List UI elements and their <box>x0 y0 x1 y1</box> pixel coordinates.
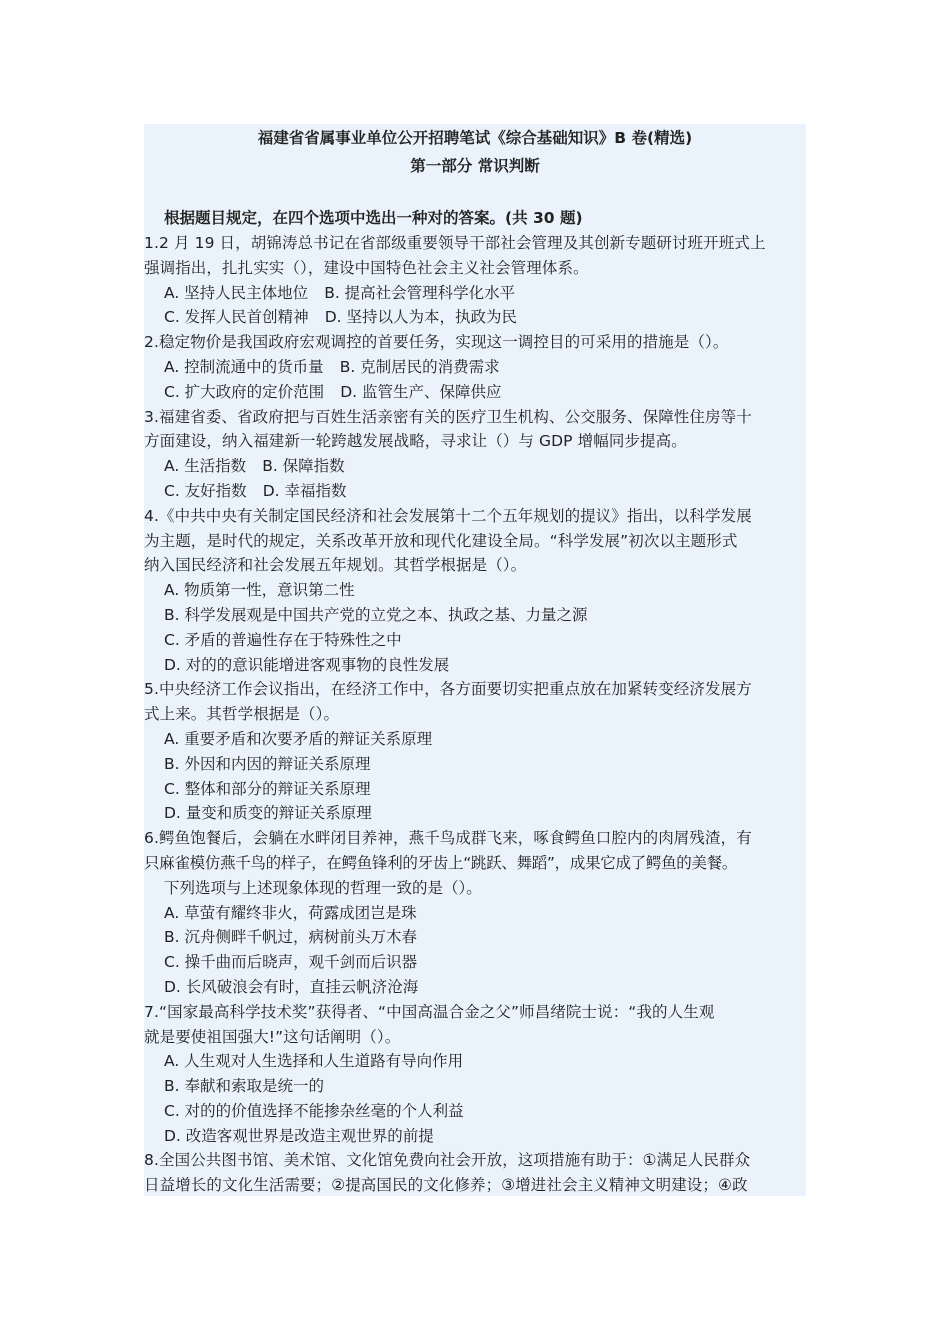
option-b: B. 沉舟侧畔千帆过，病树前头万木春 <box>164 928 417 947</box>
option-a: A. 坚持人民主体地位 <box>164 283 309 302</box>
question-5 <box>144 677 806 826</box>
option-d: D. 监管生产、保障供应 <box>340 382 502 401</box>
option-d: D. 长风破浪会有时，直挂云帆济沧海 <box>164 977 419 996</box>
option-b: B. 克制居民的消费需求 <box>339 357 500 376</box>
question-stem-line: 方面建设，纳入福建新一轮跨越发展战略，寻求让（）与 GDP 增幅同步提高。 <box>144 432 687 451</box>
option-a: A. 物质第一性，意识第二性 <box>164 581 355 600</box>
question-3 <box>144 405 806 504</box>
option-c: C. 对的的价值选择不能掺杂丝毫的个人利益 <box>164 1101 464 1120</box>
question-6 <box>144 826 806 1000</box>
question-stem-line: 1.2 月 19 日，胡锦涛总书记在省部级重要领导干部社会管理及其创新专题研讨班开班式上 <box>144 234 766 252</box>
question-stem-line: 下列选项与上述现象体现的哲理一致的是（）。 <box>164 878 482 897</box>
document-page <box>144 124 806 1196</box>
option-a: A. 草萤有耀终非火，荷露成团岂是珠 <box>164 903 417 922</box>
option-c: C. 友好指数 <box>164 481 247 500</box>
option-d: D. 量变和质变的辩证关系原理 <box>164 804 372 823</box>
question-8 <box>144 1148 806 1196</box>
question-stem-line: 为主题，是时代的规定，关系改革开放和现代化建设全局。“科学发展”初次以主题形式 <box>144 531 738 550</box>
option-d: D. 幸福指数 <box>262 481 347 500</box>
option-row <box>144 355 806 380</box>
option-row <box>144 454 806 479</box>
question-stem-line: 5.中央经济工作会议指出，在经济工作中，各方面要切实把重点放在加紧转变经济发展方 <box>144 680 752 699</box>
question-stem-line: 3.福建省委、省政府把与百姓生活亲密有关的医疗卫生机构、公交服务、保障性住房等十 <box>144 407 752 426</box>
option-c: C. 整体和部分的辩证关系原理 <box>164 779 371 798</box>
option-b: B. 保障指数 <box>262 457 345 476</box>
question-stem-line: 4.《中共中央有关制定国民经济和社会发展第十二个五年规划的提议》指出，以科学发展 <box>144 506 752 525</box>
document-title: 福建省省属事业单位公开招聘笔试《综合基础知识》B 卷(精选) <box>257 129 693 147</box>
option-a: A. 控制流通中的货币量 <box>164 357 324 376</box>
question-stem-line: 式上来。其哲学根据是（）。 <box>144 705 340 724</box>
question-7 <box>144 1000 806 1149</box>
question-stem-line: 6.鳄鱼饱餐后，会躺在水畔闭目养神，燕千鸟成群飞来，啄食鳄鱼口腔内的肉屑残渣，有 <box>144 829 752 848</box>
option-row <box>144 479 806 504</box>
option-b: B. 奉献和索取是统一的 <box>164 1077 324 1096</box>
document-content <box>144 125 806 1196</box>
option-c: C. 发挥人民首创精神 <box>164 308 309 327</box>
question-stem-line: 日益增长的文化生活需要；②提高国民的文化修养；③增进社会主义精神文明建设；④政 <box>144 1176 748 1195</box>
option-row <box>144 380 806 405</box>
option-row <box>144 305 806 330</box>
question-stem-line: 强调指出，扎扎实实（），建设中国特色社会主义社会管理体系。 <box>144 258 589 277</box>
option-row <box>144 281 806 306</box>
option-a: A. 人生观对人生选择和人生道路有导向作用 <box>164 1052 464 1071</box>
question-stem-line: 2.稳定物价是我国政府宏观调控的首要任务，实现这一调控目的可采用的措施是（）。 <box>144 333 729 352</box>
question-stem-line: 纳入国民经济和社会发展五年规划。其哲学根据是（）。 <box>144 556 527 575</box>
option-b: B. 科学发展观是中国共产党的立党之本、执政之基、力量之源 <box>164 605 588 624</box>
question-stem-line: 就是要使祖国强大!”这句话阐明（）。 <box>144 1027 401 1046</box>
question-4 <box>144 504 806 678</box>
option-d: D. 对的的意识能增进客观事物的良性发展 <box>164 655 450 674</box>
option-c: C. 操千曲而后晓声，观千剑而后识器 <box>164 953 418 972</box>
option-d: D. 坚持以人为本，执政为民 <box>324 308 517 327</box>
option-b: B. 提高社会管理科学化水平 <box>324 283 516 302</box>
question-stem-line: 只麻雀模仿燕千鸟的样子，在鳄鱼锋利的牙齿上“跳跃、舞蹈”，成果它成了鳄鱼的美餐。 <box>144 853 738 872</box>
option-c: C. 矛盾的普遍性存在于特殊性之中 <box>164 630 402 649</box>
question-1 <box>144 231 806 330</box>
section-heading: 第一部分 常识判断 <box>410 157 540 175</box>
option-a: A. 生活指数 <box>164 457 247 476</box>
instruction-text: 根据题目规定，在四个选项中选出一种对的答案。(共 30 题) <box>164 209 583 227</box>
question-stem-line: 8.全国公共图书馆、美术馆、文化馆免费向社会开放，这项措施有助于：①满足人民群众 <box>144 1151 751 1170</box>
question-stem-line: 7.“国家最高科学技术奖”获得者、“中国高温合金之父”师昌绪院士说：“我的人生观 <box>144 1002 715 1021</box>
option-d: D. 改造客观世界是改造主观世界的前提 <box>164 1126 434 1145</box>
option-c: C. 扩大政府的定价范围 <box>164 382 325 401</box>
option-b: B. 外因和内因的辩证关系原理 <box>164 754 371 773</box>
option-a: A. 重要矛盾和次要矛盾的辩证关系原理 <box>164 729 433 748</box>
question-2 <box>144 330 806 404</box>
